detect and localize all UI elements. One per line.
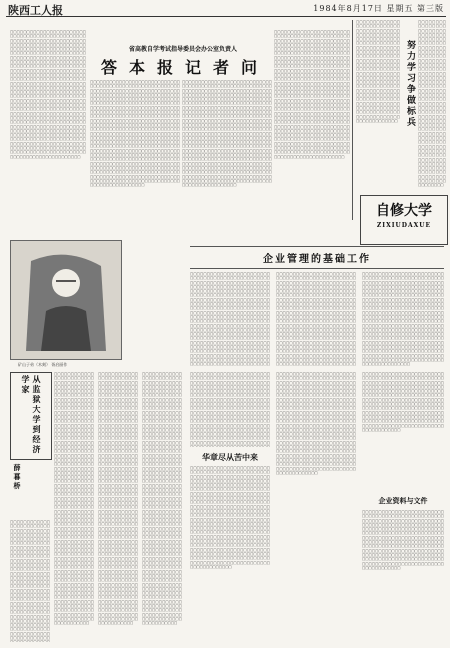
management-title: 企业管理的基础工作 — [263, 254, 371, 265]
bottom-right-title: 企业资料与文件 — [378, 496, 428, 505]
masthead-title: 陕西工人报 — [8, 4, 63, 17]
poem-body: □□□□□□□□□□□□□□□□□□□□□□□□□□□□□□□□□□□□□□□□□□□□□□□□□□□□□□□□□□□□□□□□□□□□□□□□□□□□□□□□□□□□□□□□□□□□□□□□□□□□□□□□□□□□□□□□□□□□□□□□□□□□□□□□□□□□□□□□□□□□□□□□□□□□□□□□□□□□□□□□□□□□□□□□□□□□□□□□□□□□□□□□□□□□□□□□□□□□□□□□□□□□□□□□□□□□□□□□□□□□□□□□□□□□□□□□□□□□□□□□□□□□□□□□□□□□□□□□□□□□□□□□□□□□□□□□□□□□□□□□□□□□□□□□□□□□□□□□□□□□□□□□□□□□□□□□ — [356, 20, 400, 123]
management-body-col2: □□□□□□□□□□□□□□□□□□□□□□□□□□□□□□□□□□□□□□□□□□□□□□□□□□□□□□□□□□□□□□□□□□□□□□□□□□□□□□□□□□□□□□□□□□□□□□□□□□□□□□□□□□□□□□□□□□□□□□□□□□□□□□□□□□□□□□□□□□□□□□□□□□□□□□□□□□□□□□□□□□□□□□□□□□□□□□□□□□□□□□□□□□□□□□□□□□□□□□□□□□□□□□□□□□□□□□□□□□□□□□□□□□□□□□□□□□□□□□□□□□□□□□□□□□□□□□□□□□□□□□□□□□□□□□□□□□□□□□□□□□□□□□□□□□□□□□□□□□□□□□□□□□□□□□□□□□□□□□□□□□□□□□□□□□□□□□□□□□□□□□□□□□□□□□□□□□□□□□□□□□□□□□□□□□□□□□□□□□□□□□□□□□□□□□□□□□□□□□□□□□□□□□□□□□□□□□□□□□□□□□□□□□□□□□□□□□□□□□□□□□□□□□□□□□□□□□□□□□□□□□□□□□□□□□□□□□□□□□□□□□□□□□□□□□□□□□□□□□□□□□□□□□□□□□□□□□□□□□□□□□□□□□□□ — [276, 272, 356, 367]
economics-body-col4: □□□□□□□□□□□□□□□□□□□□□□□□□□□□□□□□□□□□□□□□□□□□□□□□□□□□□□□□□□□□□□□□□□□□□□□□□□□□□□□□□□□□□□□□□□□□□□□□□□□□□□□□□□□□□□□□□□□□□□□□□□□□□□□□□□□□□□□□□□□□□□□□□□□□□□□□□□□□□□□□□□□□□□□□□□□□□□□□□□□□□□□□□□□□□□□□□□□□□□□□□□□□□□□□□□□□□□□□□□□□□□□□□□□□□□□□□□□□□□□□□□□□□□□□□□□□□□□□□□□□□□□□□□□□□□□□□□□□□□□□□□□□□□□□□□□□□□□□□□□□□□□□□□□□□□□□□□□□□□□□□□□□□□□□□□□□□□□□ — [10, 520, 50, 641]
feature-ad-box — [360, 195, 448, 245]
economics-body-col3: □□□□□□□□□□□□□□□□□□□□□□□□□□□□□□□□□□□□□□□□□□□□□□□□□□□□□□□□□□□□□□□□□□□□□□□□□□□□□□□□□□□□□□□□□□□□□□□□□□□□□□□□□□□□□□□□□□□□□□□□□□□□□□□□□□□□□□□□□□□□□□□□□□□□□□□□□□□□□□□□□□□□□□□□□□□□□□□□□□□□□□□□□□□□□□□□□□□□□□□□□□□□□□□□□□□□□□□□□□□□□□□□□□□□□□□□□□□□□□□□□□□□□□□□□□□□□□□□□□□□□□□□□□□□□□□□□□□□□□□□□□□□□□□□□□□□□□□□□□□□□□□□□□□□□□□□□□□□□□□□□□□□□□□□□□□□□□□□□□□□□□□□□□□□□□□□□□□□□□□□□□□□□□□□□□□□□□□□□□□□□□□□□□□□□□□□□□□□□□□□□□□□□□□□□□□□□□□□□□□□□□□□□□□□□□□□□□□□□□□□□□□□□□□□□□□□□□□□□□□□□□□□□□□□□□□□□□□□□□□□□□□□□□□□□□□□□□□□□□□□□□□□□□□□□□□□□□□□□□□□□□□□□□□□□□□□□□□□□□□□□□□□□□□□□□□□□□□□□□□□□□□□□□□□□□□□□□□□□□□□□□□□□□□□□□□□□□□□□□□□□□□□□□□□□□□□□□□□□□□□□□□□□□□□□□□□□□□□□□□□□□□□□□□□□□□□□□□□□□□□□□□□□□□□□□□□□□□□□□□□□□□□□□□□□□□□□□□□□□□□□□□□□□□ — [142, 372, 182, 626]
section-rule-top — [190, 246, 444, 247]
woodcut-illustration-icon — [11, 241, 121, 359]
woodcut-photo — [10, 240, 122, 360]
bottom-mid-body-col1: □□□□□□□□□□□□□□□□□□□□□□□□□□□□□□□□□□□□□□□□□□□□□□□□□□□□□□□□□□□□□□□□□□□□□□□□□□□□□□□□□□□□□□□□□□□□□□□□□□□□□□□□□□□□□□□□□□□□□□□□□□□□□□□□□□□□□□□□□□□□□□□□□□□□□□□□□□□□□□□□□□□□□□□□□□□□□□□□□□□□□□□□□□□□□□□□□□□□□□□□□□□□□□□□□□□□□□□□□□□□□□□□□□□□□□□□□□□□□□□□□□□□□□□□□□□□□□□□□□□□□□□□□□□□□□□□□□□□□□□□□□□□□□□□□□□□□□□□□□□□□□□□□□□□□□□□□□□□□□□□□□□□□□□□□□□□□□□□□□□□□□□□□□□□□□□□□□□□□□□□□□□□□□□□□□□□□□□□□□□□□□□□□□□□□□□□□□□□□□□□□□□□□□□□□□□□□□□□□□□□□□□□□□□□□□□□□□□□□□□□□□□□□□□□□□□□□□□□□□□□□□□□□□□□□□□□□□□□□□□□□□□□□□□□□□□□□□□□□□□□□□□□□□□□□□□□□□□□□□□□□□□□□□□□□□□□□□□□□□□□□□□□□□□□□□□□□□□□□□□□□□□□□ — [190, 466, 270, 569]
economics-title-box — [10, 372, 52, 460]
bottom-mid-title: 华章尽从苦中来 — [202, 452, 258, 462]
economics-body-col2: □□□□□□□□□□□□□□□□□□□□□□□□□□□□□□□□□□□□□□□□□□□□□□□□□□□□□□□□□□□□□□□□□□□□□□□□□□□□□□□□□□□□□□□□□□□□□□□□□□□□□□□□□□□□□□□□□□□□□□□□□□□□□□□□□□□□□□□□□□□□□□□□□□□□□□□□□□□□□□□□□□□□□□□□□□□□□□□□□□□□□□□□□□□□□□□□□□□□□□□□□□□□□□□□□□□□□□□□□□□□□□□□□□□□□□□□□□□□□□□□□□□□□□□□□□□□□□□□□□□□□□□□□□□□□□□□□□□□□□□□□□□□□□□□□□□□□□□□□□□□□□□□□□□□□□□□□□□□□□□□□□□□□□□□□□□□□□□□□□□□□□□□□□□□□□□□□□□□□□□□□□□□□□□□□□□□□□□□□□□□□□□□□□□□□□□□□□□□□□□□□□□□□□□□□□□□□□□□□□□□□□□□□□□□□□□□□□□□□□□□□□□□□□□□□□□□□□□□□□□□□□□□□□□□□□□□□□□□□□□□□□□□□□□□□□□□□□□□□□□□□□□□□□□□□□□□□□□□□□□□□□□□□□□□□□□□□□□□□□□□□□□□□□□□□□□□□□□□□□□□□□□□□□□□□□□□□□□□□□□□□□□□□□□□□□□□□□□□□□□□□□□□□□□□□□□□□□□□□□□□□□□□□□□□□□□□□□□□□□□□□□□□□□□□□□□□□□□□□□□□□□□□□□□□□□□□□□□□□□□□□□□□□□□□□□□□□□□□□□□□□□□□□□□ — [98, 372, 138, 626]
photo-caption: 矿山子弟（木刻） 胥启丽作 — [18, 362, 68, 367]
masthead — [6, 2, 446, 17]
feature-ad-subtitle: ZIXIUDAXUE — [376, 222, 432, 229]
poem-title: 努力学习争做标兵 — [405, 40, 415, 128]
management-body-col3: □□□□□□□□□□□□□□□□□□□□□□□□□□□□□□□□□□□□□□□□□□□□□□□□□□□□□□□□□□□□□□□□□□□□□□□□□□□□□□□□□□□□□□□□□□□□□□□□□□□□□□□□□□□□□□□□□□□□□□□□□□□□□□□□□□□□□□□□□□□□□□□□□□□□□□□□□□□□□□□□□□□□□□□□□□□□□□□□□□□□□□□□□□□□□□□□□□□□□□□□□□□□□□□□□□□□□□□□□□□□□□□□□□□□□□□□□□□□□□□□□□□□□□□□□□□□□□□□□□□□□□□□□□□□□□□□□□□□□□□□□□□□□□□□□□□□□□□□□□□□□□□□□□□□□□□□□□□□□□□□□□□□□□□□□□□□□□□□□□□□□□□□□□□□□□□□□□□□□□□□□□□□□□□□□□□□□□□□□□□□□□□□□□□□□□□□□□□□□□□□□□□□□□□□□□□□□□□□□□□□□□□□□□□□□□□□□□□□□□□□□□□□□□□□□□□□□□□□□□□□□□□□□□□□□□□□□□□□□□□□□□□□□□□□□□□□□□□□□□□□□□□□□□□□□□□□□□□□□□□□□□□□□□□□□□□□□□□□□□□□ — [362, 272, 444, 367]
section-rule-under-title — [190, 268, 444, 269]
top-banner-header: 省高教自学考试指导委员会办公室负责人 — [128, 46, 237, 53]
top-banner-body: □□□□□□□□□□□□□□□□□□□□□□□□□□□□□□□□□□□□□□□□□□□□□□□□□□□□□□□□□□□□□□□□□□□□□□□□□□□□□□□□□□□□□□□□□□□□□□□□□□□□□□□□□□□□□□□□□□□□□□□□□□□□□□□□□□□□□□□□□□□□□□□□□□□□□□□□□□□□□□□□□□□□□□□□□□□□□□□□□□□□□□□□□□□□□□□□□□□□□□□□□□□□□□□□□□□□□□□□□□□□□□□□□□□□□□□□□□□□□□□□□□□□□□□□□□□□□□□□□□□□□□□□□□□□□□□□□□□□□□□□□□□□□□□□□□□□□□□□□□□□□□□□□□□□□□□□□□□□□□□□□□□□□□□□□□□□□□□□□□□□□□□□□□□□□□□□□□□□□□□□□□□□□□□□□□□□□□□□□□□□□□□□□□□□□□□□□□□□□□□□□□□□□□□□□□□□□□□□□□□□□□□□□□□□□□□□□□□□□□□□□□□□□□□□□□□□□□□□□□□□□□□□□□□□□□□□□□□□□□□□□□□□□□□□□□□□□□□□□□□□□□□□□□□□□□□□□□□□□□□□□□□□□□□□□□□□□□□□□□□□□□□□□□□□□□□□□□□□□□□□□□□□□□□□□□□□□□□□□□□□□□□□□□□□□□□□□□□□□□□□□□□□□□□□□□□□□□□□□□□□□□□□□□□□□□□□□□□□□□□□□□□□□□□□□□□□□□□□□□□□□□□□□□□□□□□□□□□□□□□□□□□□□□□□□ — [10, 30, 86, 159]
top-banner-body-col2: □□□□□□□□□□□□□□□□□□□□□□□□□□□□□□□□□□□□□□□□□□□□□□□□□□□□□□□□□□□□□□□□□□□□□□□□□□□□□□□□□□□□□□□□□□□□□□□□□□□□□□□□□□□□□□□□□□□□□□□□□□□□□□□□□□□□□□□□□□□□□□□□□□□□□□□□□□□□□□□□□□□□□□□□□□□□□□□□□□□□□□□□□□□□□□□□□□□□□□□□□□□□□□□□□□□□□□□□□□□□□□□□□□□□□□□□□□□□□□□□□□□□□□□□□□□□□□□□□□□□□□□□□□□□□□□□□□□□□□□□□□□□□□□□□□□□□□□□□□□□□□□□□□□□□□□□□□□□□□□□□□□□□□□□□□□□□□□□□□□□□□□□□□□□□□□□□□□□□□□□□□□□□□□□□□□□□□□□□□□□□□□□□□□□□□□□□□□□□□□□□□□□□□□□□□□□□□□□□□□□□□□□□□□□□□□□□□□□□□□□□□□□□□□□□□□□□□□□□□□□□□□□□□□□□□□□□□□□□□□□□□□□□□□□□□□□□□□□□□□□□□□□□□□□□□□□□□□□□□□□□□□□□□□□□□□□□□□□□□□□□□□□□□□□□□□□□□□□□□□□□□□□□□□□□□□□□□□□□□□□□□□□□□□□□□□□□□□□□□□□□□□□□□□□□□□□□□□□□□□□□□□□□□□□□□□□□□□□□□□□□□□□□□□□□□□□□□□□□□□□□□□□□□□□□□□□□□□□□□□□□□□□□□□□□ — [90, 80, 180, 188]
top-banner-body-col4: □□□□□□□□□□□□□□□□□□□□□□□□□□□□□□□□□□□□□□□□□□□□□□□□□□□□□□□□□□□□□□□□□□□□□□□□□□□□□□□□□□□□□□□□□□□□□□□□□□□□□□□□□□□□□□□□□□□□□□□□□□□□□□□□□□□□□□□□□□□□□□□□□□□□□□□□□□□□□□□□□□□□□□□□□□□□□□□□□□□□□□□□□□□□□□□□□□□□□□□□□□□□□□□□□□□□□□□□□□□□□□□□□□□□□□□□□□□□□□□□□□□□□□□□□□□□□□□□□□□□□□□□□□□□□□□□□□□□□□□□□□□□□□□□□□□□□□□□□□□□□□□□□□□□□□□□□□□□□□□□□□□□□□□□□□□□□□□□□□□□□□□□□□□□□□□□□□□□□□□□□□□□□□□□□□□□□□□□□□□□□□□□□□□□□□□□□□□□□□□□□□□□□□□□□□□□□□□□□□□□□□□□□□□□□□□□□□□□□□□□□□□□□□□□□□□□□□□□□□□□□□□□□□□□□□□□□□□□□□□□□□□□□□□□□□□□□□□□□□□□□□□□□□□□□□□□□□□□□□□□□□□□□□□□□□□□□□□□□□□□□□□□□□□□□□□□□□□□□□□□□□□□□□□□□□□□□□□□□□□□□□□□□□□□□□□□□□□□□□□□□□□□□□□□□□□□□□□□□□□□□□□□□□□□□□□□□□□□□□□□□□□□□□□□□□□□□□□□□□□□□□□□□□□□□□□□□□□□□□□□□□□□□□□□□ — [274, 30, 350, 159]
top-banner-body-col3: □□□□□□□□□□□□□□□□□□□□□□□□□□□□□□□□□□□□□□□□□□□□□□□□□□□□□□□□□□□□□□□□□□□□□□□□□□□□□□□□□□□□□□□□□□□□□□□□□□□□□□□□□□□□□□□□□□□□□□□□□□□□□□□□□□□□□□□□□□□□□□□□□□□□□□□□□□□□□□□□□□□□□□□□□□□□□□□□□□□□□□□□□□□□□□□□□□□□□□□□□□□□□□□□□□□□□□□□□□□□□□□□□□□□□□□□□□□□□□□□□□□□□□□□□□□□□□□□□□□□□□□□□□□□□□□□□□□□□□□□□□□□□□□□□□□□□□□□□□□□□□□□□□□□□□□□□□□□□□□□□□□□□□□□□□□□□□□□□□□□□□□□□□□□□□□□□□□□□□□□□□□□□□□□□□□□□□□□□□□□□□□□□□□□□□□□□□□□□□□□□□□□□□□□□□□□□□□□□□□□□□□□□□□□□□□□□□□□□□□□□□□□□□□□□□□□□□□□□□□□□□□□□□□□□□□□□□□□□□□□□□□□□□□□□□□□□□□□□□□□□□□□□□□□□□□□□□□□□□□□□□□□□□□□□□□□□□□□□□□□□□□□□□□□□□□□□□□□□□□□□□□□□□□□□□□□□□□□□□□□□□□□□□□□□□□□□□□□□□□□□□□□□□□□□□□□□□□□□□□□□□□□□□□□□□□□□□□□□□□□□□□□□□□□□□□□□□□□□□□□□□□□□□□□□□□□□□□□□□□□□□□□□□□□□ — [182, 80, 272, 188]
management-body-col1: □□□□□□□□□□□□□□□□□□□□□□□□□□□□□□□□□□□□□□□□□□□□□□□□□□□□□□□□□□□□□□□□□□□□□□□□□□□□□□□□□□□□□□□□□□□□□□□□□□□□□□□□□□□□□□□□□□□□□□□□□□□□□□□□□□□□□□□□□□□□□□□□□□□□□□□□□□□□□□□□□□□□□□□□□□□□□□□□□□□□□□□□□□□□□□□□□□□□□□□□□□□□□□□□□□□□□□□□□□□□□□□□□□□□□□□□□□□□□□□□□□□□□□□□□□□□□□□□□□□□□□□□□□□□□□□□□□□□□□□□□□□□□□□□□□□□□□□□□□□□□□□□□□□□□□□□□□□□□□□□□□□□□□□□□□□□□□□□□□□□□□□□□□□□□□□□□□□□□□□□□□□□□□□□□□□□□□□□□□□□□□□□□□□□□□□□□□□□□□□□□□□□□□□□□□□□□□□□□□□□□□□□□□□□□□□□□□□□□□□□□□□□□□□□□□□□□□□□□□□□□□□□□□□□□□□□□□□□□□□□□□□□□□□□□□□□□□□□□□□□□□□□□□□□□□□□□□□□□□□□□□□□□□□□ — [190, 272, 270, 367]
masthead-date: 1984年8月17日 星期五 第三版 — [313, 4, 444, 13]
bottom-right-body-top: □□□□□□□□□□□□□□□□□□□□□□□□□□□□□□□□□□□□□□□□□□□□□□□□□□□□□□□□□□□□□□□□□□□□□□□□□□□□□□□□□□□□□□□□□□□□□□□□□□□□□□□□□□□□□□□□□□□□□□□□□□□□□□□□□□□□□□□□□□□□□□□□□□□□□□□□□□□□□□□□□□□□□□□□□□□□□□□□□□□□□□□□□□□□□□□□□□□□□□□□□□□□□□□□□□□□□□□□□□□□□□□□□□□□□□□□□□□□□□□□□□□□□□□□□□□□□□□□□□□□□□□□□□□□□□□□□□□□□□□□□□□□□□□□□□□□□□□□□□□□□□□□□□□□□□□□□□□□□□□□□□□□□□□□□□□□□□□□□ — [362, 372, 444, 432]
bottom-mid-body-top: □□□□□□□□□□□□□□□□□□□□□□□□□□□□□□□□□□□□□□□□□□□□□□□□□□□□□□□□□□□□□□□□□□□□□□□□□□□□□□□□□□□□□□□□□□□□□□□□□□□□□□□□□□□□□□□□□□□□□□□□□□□□□□□□□□□□□□□□□□□□□□□□□□□□□□□□□□□□□□□□□□□□□□□□□□□□□□□□□□□□□□□□□□□□□□□□□□□□□□□□□□□□□□□□□□□□□□□□□□□□□□□□□□□□□□□□□□□□□□□□□□□□□□□□□□□□□□□□□□□□□□□□□□□□□□□□□□□□□□□□□□□□□□□□□□□□□□□□□□□□□□□□□□□□□□□□□□□□□□□□□□□□□□□□□□□□□□□□□□□□□□□□□□□□□□□□□□□□□□□□□□□□□□□□□□□□□□□□□□□□□□□□□□□□□□□□□□□□□□□□□□□□□□□□ — [190, 372, 270, 445]
economics-title: 从监狱大学到经济学家 — [21, 375, 42, 455]
bottom-right-body: □□□□□□□□□□□□□□□□□□□□□□□□□□□□□□□□□□□□□□□□□□□□□□□□□□□□□□□□□□□□□□□□□□□□□□□□□□□□□□□□□□□□□□□□□□□□□□□□□□□□□□□□□□□□□□□□□□□□□□□□□□□□□□□□□□□□□□□□□□□□□□□□□□□□□□□□□□□□□□□□□□□□□□□□□□□□□□□□□□□□□□□□□□□□□□□□□□□□□□□□□□□□□□□□□□□□□□□□□□□□□□□□□□□□□□□□□□□□□□□□□□□□□□□□□□□□□□□□□□□□□□□□□□□□□□□□□□□□□□□□□□□□□□□□□□□□□□□□□□□□□□□□□□□□□□□□□□□□□□□□□□□□□□□□□□□□□□□□□ — [362, 510, 444, 570]
economics-body-col1: □□□□□□□□□□□□□□□□□□□□□□□□□□□□□□□□□□□□□□□□□□□□□□□□□□□□□□□□□□□□□□□□□□□□□□□□□□□□□□□□□□□□□□□□□□□□□□□□□□□□□□□□□□□□□□□□□□□□□□□□□□□□□□□□□□□□□□□□□□□□□□□□□□□□□□□□□□□□□□□□□□□□□□□□□□□□□□□□□□□□□□□□□□□□□□□□□□□□□□□□□□□□□□□□□□□□□□□□□□□□□□□□□□□□□□□□□□□□□□□□□□□□□□□□□□□□□□□□□□□□□□□□□□□□□□□□□□□□□□□□□□□□□□□□□□□□□□□□□□□□□□□□□□□□□□□□□□□□□□□□□□□□□□□□□□□□□□□□□□□□□□□□□□□□□□□□□□□□□□□□□□□□□□□□□□□□□□□□□□□□□□□□□□□□□□□□□□□□□□□□□□□□□□□□□□□□□□□□□□□□□□□□□□□□□□□□□□□□□□□□□□□□□□□□□□□□□□□□□□□□□□□□□□□□□□□□□□□□□□□□□□□□□□□□□□□□□□□□□□□□□□□□□□□□□□□□□□□□□□□□□□□□□□□□□□□□□□□□□□□□□□□□□□□□□□□□□□□□□□□□□□□□□□□□□□□□□□□□□□□□□□□□□□□□□□□□□□□□□□□□□□□□□□□□□□□□□□□□□□□□□□□□□□□□□□□□□□□□□□□□□□□□□□□□□□□□□□□□□□□□□□□□□□□□□□□□□□□□□□□□□□□□□□□□□□□□□□□□□□□□□□□□□□□ — [54, 372, 94, 626]
feature-ad-title: 自修大学 — [376, 203, 432, 219]
poem-body-right: □□□□□□□□□□□□□□□□□□□□□□□□□□□□□□□□□□□□□□□□□□□□□□□□□□□□□□□□□□□□□□□□□□□□□□□□□□□□□□□□□□□□□□□□□□□□□□□□□□□□□□□□□□□□□□□□□□□□□□□□□□□□□□□□□□□□□□□□□□□□□□□□□□□□□□□□□□□□□□□□□□□□□□□□□□□□□□□□□□□□□□□□□□□□□□□□□□□□□□□□□□□□□□□□□□□□□□□□□□□□□□□□□□□□□□□□□□□□□□□□□□□□□□□□□□□□□□□□□□□□□□□□□□□□□□□□□□□□□□□□□□□□□□□□□□□□□□□□□□□□□□□□□□□□□□□□ — [418, 20, 446, 188]
column-divider — [352, 20, 353, 220]
bottom-mid-body-col2: □□□□□□□□□□□□□□□□□□□□□□□□□□□□□□□□□□□□□□□□□□□□□□□□□□□□□□□□□□□□□□□□□□□□□□□□□□□□□□□□□□□□□□□□□□□□□□□□□□□□□□□□□□□□□□□□□□□□□□□□□□□□□□□□□□□□□□□□□□□□□□□□□□□□□□□□□□□□□□□□□□□□□□□□□□□□□□□□□□□□□□□□□□□□□□□□□□□□□□□□□□□□□□□□□□□□□□□□□□□□□□□□□□□□□□□□□□□□□□□□□□□□□□□□□□□□□□□□□□□□□□□□□□□□□□□□□□□□□□□□□□□□□□□□□□□□□□□□□□□□□□□□□□□□□□□□□□□□□□□□□□□□□□□□□□□□□□□□□□□□□□□□□□□□□□□□□□□□□□□□□□□□□□□□□□□□□□□□□□□□□□□□□□□□□□□□□□□□□□□□□□□□□□□□□□□□□□□□□□□□□□□□□□□□□□□□□□□□□□□□□□□□□□□□□□□□□□□□□□□□□□□□□□□□□□□□□□□□□□□□□□□□□□□□□□□□□□□□□□□□□□□□□□□□□□□□□□□□□□□□□□□□□□□□□□□□□□□□□□□□□□□□□□□□□□□□□□□□□□□□□□□□□ — [276, 372, 356, 475]
economics-author: 薛暮桥 — [13, 464, 22, 491]
top-banner-title: 答本报记者问 — [100, 58, 269, 77]
